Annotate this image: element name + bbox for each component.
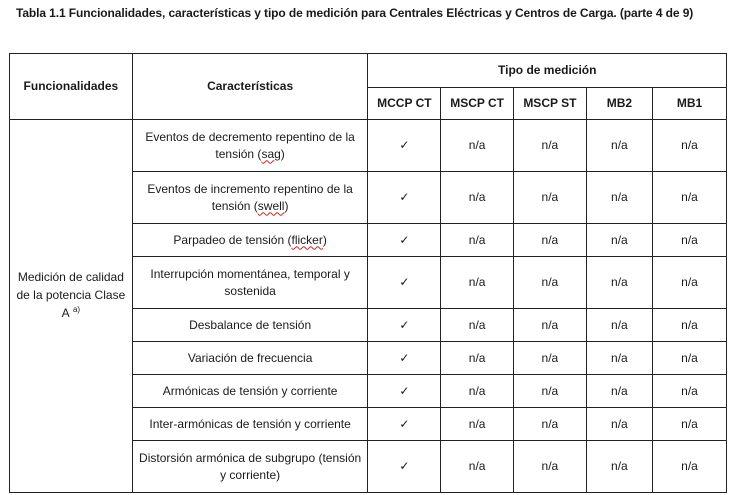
characteristic-text: Eventos de decremento repentino de la tensión (: [145, 129, 355, 161]
header-mb2: MB2: [586, 88, 652, 120]
na-cell: n/a: [653, 172, 727, 224]
group-label: Medición de calidad de la potencia Clase A: [16, 270, 126, 320]
na-cell: n/a: [441, 257, 514, 309]
characteristic-term: flicker: [291, 232, 323, 247]
na-cell: n/a: [441, 375, 514, 408]
characteristic-text: Desbalance de tensión: [189, 317, 312, 332]
na-cell: n/a: [441, 224, 514, 257]
check-cell: ✓: [368, 224, 441, 257]
na-cell: n/a: [514, 375, 587, 408]
na-cell: n/a: [586, 408, 652, 441]
table-row: [10, 120, 727, 172]
na-cell: n/a: [653, 224, 727, 257]
na-cell: n/a: [514, 120, 587, 172]
check-cell: ✓: [368, 120, 441, 172]
na-cell: n/a: [586, 375, 652, 408]
na-cell: n/a: [586, 441, 652, 493]
characteristic-term: swell: [257, 198, 285, 213]
characteristic-text-end: ): [284, 198, 289, 213]
na-cell: n/a: [653, 309, 727, 342]
check-cell: ✓: [368, 257, 441, 309]
na-cell: n/a: [514, 441, 587, 493]
na-cell: n/a: [653, 408, 727, 441]
characteristic-cell: [132, 120, 368, 172]
check-cell: ✓: [368, 342, 441, 375]
na-cell: n/a: [514, 309, 587, 342]
check-cell: ✓: [368, 408, 441, 441]
na-cell: n/a: [586, 257, 652, 309]
na-cell: n/a: [653, 441, 727, 493]
na-cell: n/a: [514, 408, 587, 441]
characteristic-text-end: ): [280, 146, 285, 161]
characteristic-cell: [132, 375, 368, 408]
characteristic-cell: [132, 441, 368, 493]
table-caption: Tabla 1.1 Funcionalidades, características y tipo de medición para Centrales Eléctricas y Centros de Carga. (parte 4 de 9): [16, 6, 694, 20]
characteristic-cell: [132, 408, 368, 441]
na-cell: n/a: [586, 172, 652, 224]
characteristic-text-end: ): [322, 232, 327, 247]
na-cell: n/a: [514, 257, 587, 309]
header-mscp-ct: MSCP CT: [441, 88, 514, 120]
characteristic-text: Inter-armónicas de tensión y corriente: [149, 416, 351, 431]
header-mscp-st: MSCP ST: [514, 88, 587, 120]
na-cell: n/a: [441, 441, 514, 493]
header-mccp-ct: MCCP CT: [368, 88, 441, 120]
group-footnote: a): [72, 305, 81, 314]
characteristic-text: Variación de frecuencia: [187, 350, 313, 365]
characteristic-text: Interrupción momentánea, temporal y sostenida: [150, 266, 350, 298]
na-cell: n/a: [514, 224, 587, 257]
na-cell: n/a: [653, 342, 727, 375]
characteristic-text: Eventos de incremento repentino de la tensión (: [147, 181, 353, 213]
na-cell: n/a: [653, 257, 727, 309]
na-cell: n/a: [441, 309, 514, 342]
characteristic-term: sag: [261, 146, 281, 161]
na-cell: n/a: [441, 342, 514, 375]
na-cell: n/a: [586, 120, 652, 172]
na-cell: n/a: [653, 120, 727, 172]
na-cell: n/a: [441, 120, 514, 172]
na-cell: n/a: [514, 172, 587, 224]
check-cell: ✓: [368, 309, 441, 342]
check-cell: ✓: [368, 441, 441, 493]
na-cell: n/a: [441, 172, 514, 224]
na-cell: n/a: [514, 342, 587, 375]
group-cell: [10, 120, 133, 493]
characteristic-cell: [132, 224, 368, 257]
na-cell: n/a: [441, 408, 514, 441]
characteristic-cell: [132, 257, 368, 309]
measurement-table: [9, 53, 727, 493]
header-caracteristicas: Características: [132, 54, 368, 120]
header-tipo-medicion: Tipo de medición: [368, 54, 727, 88]
characteristic-text: Distorsión armónica de subgrupo (tensión y corriente): [139, 450, 362, 482]
characteristic-text: Armónicas de tensión y corriente: [162, 383, 338, 398]
characteristic-cell: [132, 342, 368, 375]
na-cell: n/a: [586, 309, 652, 342]
header-funcionalidades: Funcionalidades: [10, 54, 133, 120]
characteristic-cell: [132, 309, 368, 342]
header-mb1: MB1: [653, 88, 727, 120]
check-cell: ✓: [368, 375, 441, 408]
na-cell: n/a: [586, 224, 652, 257]
na-cell: n/a: [653, 375, 727, 408]
na-cell: n/a: [586, 342, 652, 375]
characteristic-cell: [132, 172, 368, 224]
check-cell: ✓: [368, 172, 441, 224]
characteristic-text: Parpadeo de tensión (: [173, 232, 292, 247]
